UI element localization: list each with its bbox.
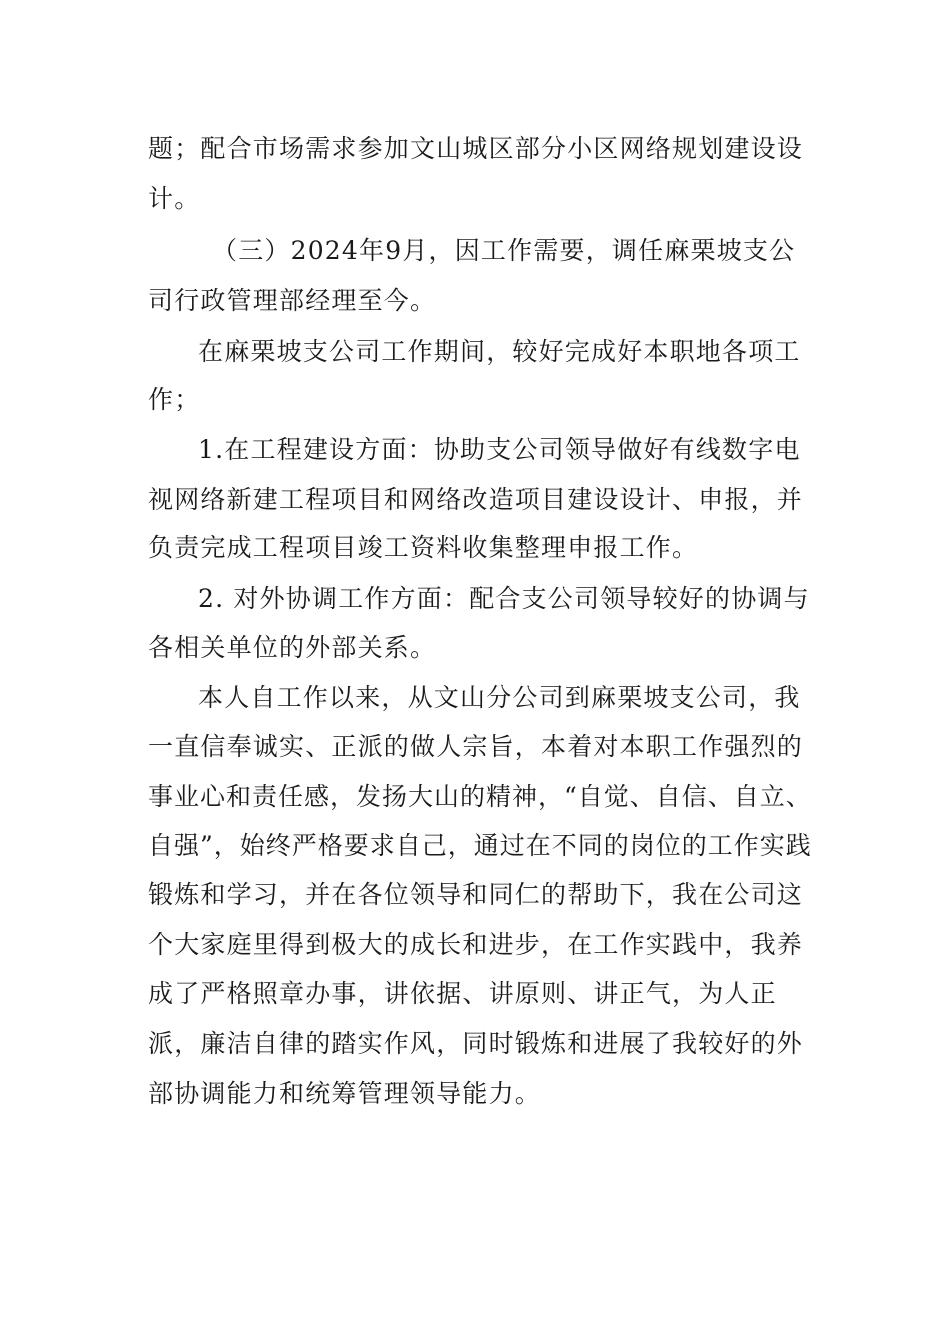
text-line: 部协调能力和统筹管理领导能力。	[148, 1079, 542, 1108]
text-line: 视网络新建工程项目和网络改造项目建设设计、申报，并	[148, 485, 804, 514]
text-line: 各相关单位的外部关系。	[148, 633, 437, 662]
text-line: 一直信奉诚实、正派的做人宗旨，本着对本职工作强烈的	[148, 732, 804, 761]
text-line: 个大家庭里得到极大的成长和进步，在工作实践中，我养	[148, 930, 804, 959]
text-line: 本人自工作以来，从文山分公司到麻栗坡支公司，我	[198, 683, 801, 712]
text-line: 计。	[148, 184, 201, 213]
text-line: 题；配合市场需求参加文山城区部分小区网络规划建设设	[148, 134, 804, 163]
text-line: 在麻栗坡支公司工作期间，较好完成好本职地各项工	[198, 337, 801, 366]
text-line: 事业心和责任感，发扬大山的精神，“自觉、自信、自立、	[148, 782, 812, 811]
text-line: （三）2024年9月，因工作需要，调任麻栗坡支公	[212, 236, 796, 265]
text-line: 司行政管理部经理至今。	[148, 286, 437, 315]
text-line: 1.在工程建设方面：协助支公司领导做好有线数字电	[198, 435, 801, 464]
text-line: 作；	[148, 385, 201, 414]
text-line: 自强”，始终严格要求自己，通过在不同的岗位的工作实践	[148, 831, 812, 860]
text-line: 派，廉洁自律的踏实作风，同时锻炼和进展了我较好的外	[148, 1029, 804, 1058]
text-line: 2. 对外协调工作方面：配合支公司领导较好的协调与	[198, 584, 810, 613]
text-line: 负责完成工程项目竣工资料收集整理申报工作。	[148, 533, 699, 562]
text-line: 成了严格照章办事，讲依据、讲原则、讲正气，为人正	[148, 979, 777, 1008]
text-line: 锻炼和学习，并在各位领导和同仁的帮助下，我在公司这	[148, 880, 804, 909]
